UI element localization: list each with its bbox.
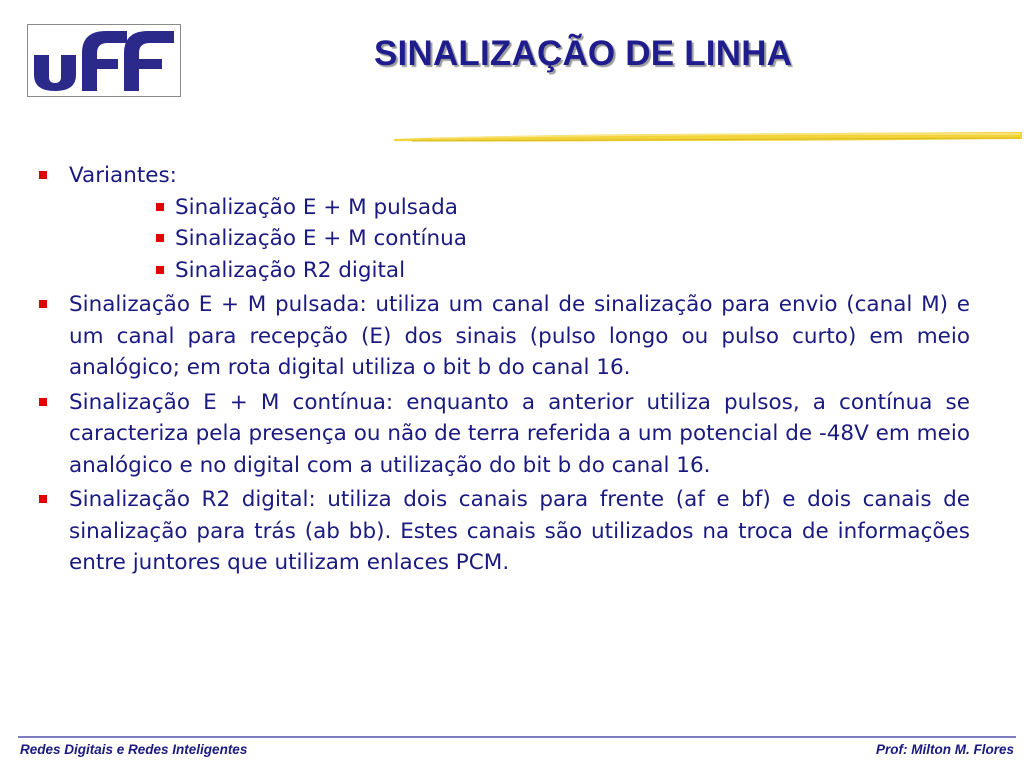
uff-logo: [27, 24, 181, 97]
slide-title: SINALIZAÇÃO DE LINHA: [374, 34, 793, 73]
list-item: [36, 484, 970, 579]
bullet-square-icon: [156, 203, 164, 211]
list-item-text: Sinalização E + M pulsada: [175, 194, 458, 220]
bullet-square-icon: [39, 398, 47, 406]
sub-list-item: [36, 192, 970, 224]
footer-course-name: Redes Digitais e Redes Inteligentes: [20, 742, 248, 757]
list-item-text: Sinalização E + M contínua: [175, 226, 467, 251]
highlight-stroke: [392, 126, 1024, 148]
list-item-text: Sinalização R2 digital: utiliza dois canais para frente (af e bf) e dois canais de sinalização para trás (ab bb). Estes canais são utilizados na troca de informações entre juntores que utilizam enlaces PCM.: [69, 487, 970, 575]
list-item-text: Sinalização E + M pulsada: utiliza um canal de sinalização para envio (canal M) e um canal para recepção (E) dos sinais (pulso longo ou pulso curto) em meio analógico; em rota digital utiliza o bit b do canal 16.: [69, 292, 970, 380]
bullet-list: [36, 160, 970, 579]
list-item: [36, 289, 970, 384]
list-item: [36, 387, 970, 482]
footer-author: Prof: Milton M. Flores: [876, 742, 1014, 757]
list-item: [36, 160, 970, 192]
bullet-square-icon: [156, 234, 164, 242]
bullet-square-icon: [39, 300, 47, 308]
list-item-text: Sinalização R2 digital: [175, 257, 406, 283]
footer-divider: [18, 736, 1016, 738]
sub-list-item: [36, 255, 970, 287]
list-item-text: Variantes:: [69, 163, 177, 188]
sub-list-item: [36, 223, 970, 255]
uff-logo-mark: [28, 25, 180, 96]
bullet-square-icon: [156, 266, 164, 274]
bullet-square-icon: [39, 495, 47, 503]
bullet-square-icon: [39, 171, 47, 179]
list-item-text: Sinalização E + M contínua: enquanto a anterior utiliza pulsos, a contínua se caracteriza pela presença ou não de terra referida a um potencial de -48V em meio analógico e no digital com a utilização do bit b do canal 16.: [69, 389, 970, 478]
